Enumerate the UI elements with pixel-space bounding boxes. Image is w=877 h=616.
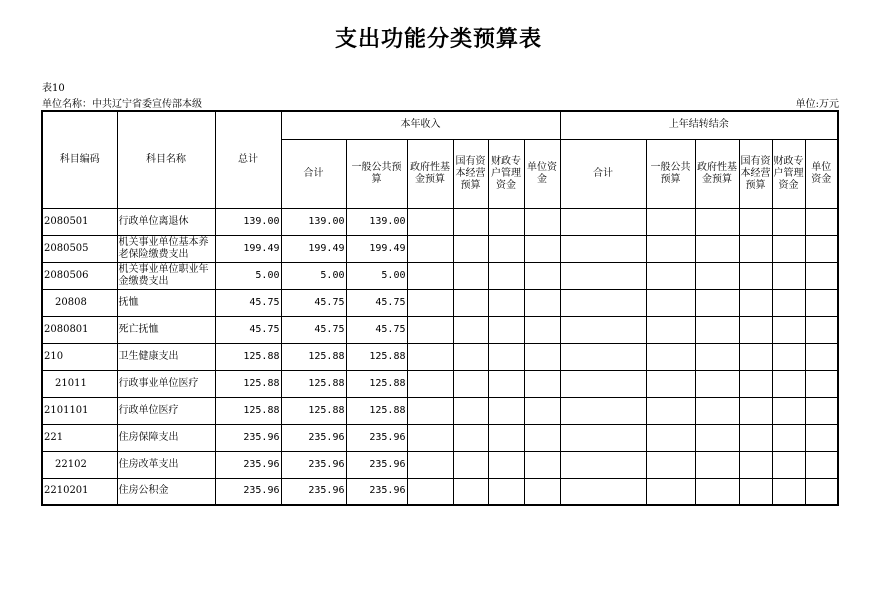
row-name: 行政单位医疗 <box>117 397 215 424</box>
empty-cell <box>453 451 488 478</box>
empty-cell <box>453 424 488 451</box>
empty-cell <box>453 262 488 289</box>
empty-cell <box>407 208 453 235</box>
row-code: 2080501 <box>42 208 117 235</box>
empty-cell <box>453 235 488 262</box>
header-carry-state-capital: 国有资本经营预算 <box>739 139 772 208</box>
header-current-special-account: 财政专户管理资金 <box>488 139 524 208</box>
empty-cell <box>524 289 560 316</box>
empty-cell <box>805 208 838 235</box>
row-name: 住房改革支出 <box>117 451 215 478</box>
row-name: 卫生健康支出 <box>117 343 215 370</box>
empty-cell <box>560 397 646 424</box>
empty-cell <box>695 451 739 478</box>
row-name: 住房保障支出 <box>117 424 215 451</box>
empty-cell <box>646 478 695 505</box>
table-row <box>42 397 838 424</box>
empty-cell <box>524 370 560 397</box>
row-sum: 45.75 <box>281 316 346 343</box>
header-carry-fund: 政府性基金预算 <box>695 139 739 208</box>
empty-cell <box>646 262 695 289</box>
row-total: 235.96 <box>215 424 281 451</box>
empty-cell <box>407 424 453 451</box>
empty-cell <box>488 370 524 397</box>
table-row <box>42 289 838 316</box>
empty-cell <box>488 262 524 289</box>
empty-cell <box>524 451 560 478</box>
empty-cell <box>739 208 772 235</box>
empty-cell <box>646 289 695 316</box>
table-row <box>42 316 838 343</box>
empty-cell <box>488 343 524 370</box>
empty-cell <box>772 262 805 289</box>
unit-name: 单位名称：中共辽宁省委宣传部本级 <box>42 99 202 110</box>
table-row <box>42 235 838 262</box>
empty-cell <box>560 316 646 343</box>
empty-cell <box>560 262 646 289</box>
empty-cell <box>407 343 453 370</box>
empty-cell <box>772 343 805 370</box>
row-total: 235.96 <box>215 478 281 505</box>
empty-cell <box>524 235 560 262</box>
empty-cell <box>407 451 453 478</box>
empty-cell <box>805 262 838 289</box>
row-name: 住房公积金 <box>117 478 215 505</box>
table-row <box>42 343 838 370</box>
row-total: 45.75 <box>215 289 281 316</box>
table-row <box>42 208 838 235</box>
header-current-sum: 合计 <box>281 139 346 208</box>
empty-cell <box>772 478 805 505</box>
row-total: 45.75 <box>215 316 281 343</box>
empty-cell <box>805 343 838 370</box>
row-code: 21011 <box>42 370 117 397</box>
row-sum: 5.00 <box>281 262 346 289</box>
header-current-fund: 政府性基金预算 <box>407 139 453 208</box>
empty-cell <box>560 478 646 505</box>
row-general: 125.88 <box>346 397 407 424</box>
empty-cell <box>488 478 524 505</box>
empty-cell <box>407 262 453 289</box>
empty-cell <box>453 316 488 343</box>
empty-cell <box>488 235 524 262</box>
empty-cell <box>524 478 560 505</box>
empty-cell <box>488 424 524 451</box>
empty-cell <box>407 478 453 505</box>
empty-cell <box>560 343 646 370</box>
row-total: 139.00 <box>215 208 281 235</box>
row-total: 5.00 <box>215 262 281 289</box>
row-sum: 45.75 <box>281 289 346 316</box>
empty-cell <box>453 343 488 370</box>
empty-cell <box>524 316 560 343</box>
empty-cell <box>453 397 488 424</box>
empty-cell <box>772 316 805 343</box>
empty-cell <box>488 208 524 235</box>
empty-cell <box>560 451 646 478</box>
header-current-state-capital: 国有资本经营预算 <box>453 139 488 208</box>
empty-cell <box>453 289 488 316</box>
empty-cell <box>695 289 739 316</box>
row-total: 235.96 <box>215 451 281 478</box>
empty-cell <box>805 424 838 451</box>
empty-cell <box>646 397 695 424</box>
empty-cell <box>739 370 772 397</box>
empty-cell <box>739 316 772 343</box>
budget-table <box>41 110 839 506</box>
row-sum: 125.88 <box>281 370 346 397</box>
table-row <box>42 451 838 478</box>
empty-cell <box>739 343 772 370</box>
row-general: 5.00 <box>346 262 407 289</box>
empty-cell <box>560 424 646 451</box>
empty-cell <box>772 370 805 397</box>
table-row <box>42 478 838 505</box>
empty-cell <box>805 316 838 343</box>
header-carry-special-account: 财政专户管理资金 <box>772 139 805 208</box>
row-general: 45.75 <box>346 316 407 343</box>
empty-cell <box>407 397 453 424</box>
empty-cell <box>560 370 646 397</box>
empty-cell <box>560 235 646 262</box>
table-row <box>42 262 838 289</box>
empty-cell <box>805 235 838 262</box>
empty-cell <box>488 397 524 424</box>
row-sum: 139.00 <box>281 208 346 235</box>
row-general: 235.96 <box>346 451 407 478</box>
table-number: 表10 <box>42 83 65 94</box>
row-sum: 125.88 <box>281 397 346 424</box>
empty-cell <box>739 397 772 424</box>
empty-cell <box>407 370 453 397</box>
row-total: 125.88 <box>215 343 281 370</box>
empty-cell <box>646 316 695 343</box>
empty-cell <box>488 289 524 316</box>
row-total: 125.88 <box>215 397 281 424</box>
row-code: 2080801 <box>42 316 117 343</box>
row-sum: 235.96 <box>281 424 346 451</box>
row-general: 139.00 <box>346 208 407 235</box>
empty-cell <box>695 370 739 397</box>
empty-cell <box>524 397 560 424</box>
currency-unit: 单位:万元 <box>795 99 839 110</box>
row-sum: 235.96 <box>281 451 346 478</box>
empty-cell <box>560 289 646 316</box>
empty-cell <box>739 235 772 262</box>
empty-cell <box>805 397 838 424</box>
empty-cell <box>739 478 772 505</box>
header-current-unit-funds: 单位资金 <box>524 139 560 208</box>
empty-cell <box>488 451 524 478</box>
header-row-1 <box>42 111 838 139</box>
empty-cell <box>805 478 838 505</box>
empty-cell <box>453 370 488 397</box>
empty-cell <box>772 208 805 235</box>
empty-cell <box>407 289 453 316</box>
row-name: 机关事业单位职业年金缴费支出 <box>117 262 215 289</box>
row-name: 死亡抚恤 <box>117 316 215 343</box>
empty-cell <box>695 235 739 262</box>
empty-cell <box>695 208 739 235</box>
row-code: 22102 <box>42 451 117 478</box>
empty-cell <box>524 343 560 370</box>
page-title: 支出功能分类预算表 <box>334 26 542 52</box>
row-sum: 199.49 <box>281 235 346 262</box>
row-sum: 235.96 <box>281 478 346 505</box>
empty-cell <box>695 262 739 289</box>
row-code: 2101101 <box>42 397 117 424</box>
row-general: 125.88 <box>346 370 407 397</box>
table-row <box>42 424 838 451</box>
header-carry-sum: 合计 <box>560 139 646 208</box>
row-code: 210 <box>42 343 117 370</box>
header-carryover: 上年结转结余 <box>560 111 838 139</box>
empty-cell <box>453 208 488 235</box>
empty-cell <box>407 316 453 343</box>
row-code: 2080506 <box>42 262 117 289</box>
header-total: 总计 <box>215 111 281 208</box>
header-code: 科目编码 <box>42 111 117 208</box>
header-name: 科目名称 <box>117 111 215 208</box>
empty-cell <box>646 208 695 235</box>
table-row <box>42 370 838 397</box>
empty-cell <box>739 424 772 451</box>
row-total: 125.88 <box>215 370 281 397</box>
empty-cell <box>407 235 453 262</box>
empty-cell <box>524 424 560 451</box>
empty-cell <box>739 289 772 316</box>
empty-cell <box>739 262 772 289</box>
row-code: 221 <box>42 424 117 451</box>
header-carry-unit-funds: 单位资金 <box>805 139 838 208</box>
row-general: 235.96 <box>346 424 407 451</box>
row-general: 235.96 <box>346 478 407 505</box>
empty-cell <box>772 235 805 262</box>
header-current-general: 一般公共预算 <box>346 139 407 208</box>
empty-cell <box>524 262 560 289</box>
empty-cell <box>805 370 838 397</box>
empty-cell <box>646 235 695 262</box>
row-general: 45.75 <box>346 289 407 316</box>
empty-cell <box>772 289 805 316</box>
header-current-income: 本年收入 <box>281 111 560 139</box>
row-total: 199.49 <box>215 235 281 262</box>
empty-cell <box>805 451 838 478</box>
row-code: 20808 <box>42 289 117 316</box>
empty-cell <box>695 343 739 370</box>
empty-cell <box>524 208 560 235</box>
empty-cell <box>805 289 838 316</box>
header-carry-general: 一般公共预算 <box>646 139 695 208</box>
empty-cell <box>646 370 695 397</box>
row-sum: 125.88 <box>281 343 346 370</box>
row-name: 机关事业单位基本养老保险缴费支出 <box>117 235 215 262</box>
empty-cell <box>695 316 739 343</box>
empty-cell <box>453 478 488 505</box>
empty-cell <box>772 451 805 478</box>
row-general: 125.88 <box>346 343 407 370</box>
empty-cell <box>488 316 524 343</box>
empty-cell <box>695 478 739 505</box>
empty-cell <box>646 343 695 370</box>
empty-cell <box>646 424 695 451</box>
empty-cell <box>772 424 805 451</box>
empty-cell <box>646 451 695 478</box>
row-code: 2080505 <box>42 235 117 262</box>
row-name: 抚恤 <box>117 289 215 316</box>
empty-cell <box>695 397 739 424</box>
empty-cell <box>739 451 772 478</box>
row-name: 行政事业单位医疗 <box>117 370 215 397</box>
row-code: 2210201 <box>42 478 117 505</box>
row-general: 199.49 <box>346 235 407 262</box>
empty-cell <box>560 208 646 235</box>
empty-cell <box>772 397 805 424</box>
row-name: 行政单位离退休 <box>117 208 215 235</box>
empty-cell <box>695 424 739 451</box>
